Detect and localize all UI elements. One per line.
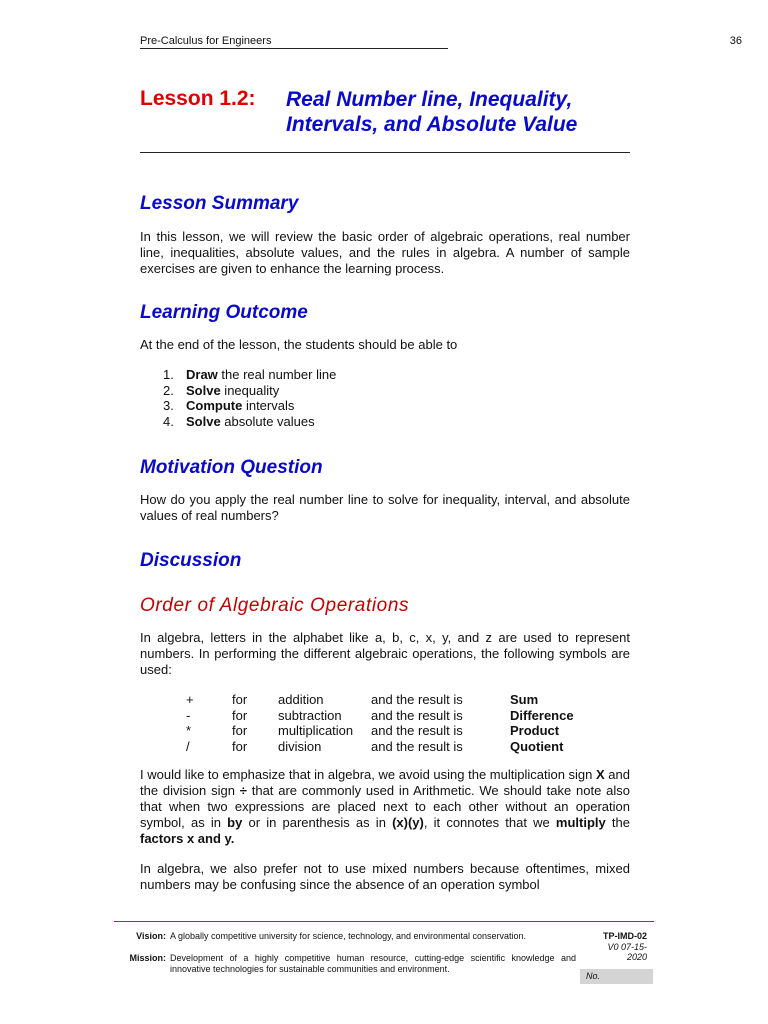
- lesson-title-line-1: Real Number line, Inequality,: [286, 88, 573, 111]
- operation-name: multiplication: [278, 723, 354, 738]
- lesson-title-line-2: Intervals, and Absolute Value: [286, 113, 578, 136]
- operation-for: for: [232, 723, 248, 738]
- bold-term: by: [227, 815, 243, 830]
- discussion-heading: Discussion: [140, 550, 242, 571]
- bold-term: factors x and y.: [140, 831, 235, 846]
- text-run: and the division sign: [140, 767, 630, 798]
- order-of-operations-heading: Order of Algebraic Operations: [140, 595, 410, 616]
- list-item: [163, 367, 336, 383]
- operation-symbol: *: [186, 723, 192, 738]
- list-item: [163, 414, 336, 430]
- mixed-numbers-paragraph: In algebra, we also prefer not to use mixed numbers because oftentimes, mixed numbers may be confusing since the absence of an operation symbol: [140, 861, 630, 892]
- operation-phrase: and the result is: [371, 723, 463, 738]
- summary-text: In this lesson, we will review the basic order of algebraic operations, real number line, inequalities, absolute values, and the rules in algebra. A number of sample exercises are given to enhance the learning process.: [140, 229, 630, 276]
- document-code: TP-IMD-02: [602, 931, 647, 941]
- operation-name: division: [278, 738, 322, 754]
- discussion-intro: In algebra, letters in the alphabet like a, b, c, x, y, and z are used to represent numbers. In performing the different algebraic operations, the following symbols are used:: [140, 630, 630, 677]
- summary-heading: Lesson Summary: [140, 193, 299, 214]
- list-item-verb: Compute: [186, 398, 243, 413]
- title-divider: [140, 152, 630, 153]
- list-item-verb: Draw: [186, 367, 218, 382]
- number-box-label: No.: [586, 971, 601, 981]
- outcome-list: [163, 367, 336, 429]
- multiplication-sign: X: [596, 767, 605, 782]
- motivation-text: How do you apply the real number line to solve for inequality, interval, and absolute values of real numbers?: [140, 492, 630, 523]
- list-item-verb: Solve: [186, 382, 221, 398]
- list-item: [163, 398, 336, 414]
- list-item-text: absolute values: [220, 413, 315, 429]
- bold-term: multiply: [555, 815, 606, 830]
- lesson-number: Lesson 1.2:: [140, 87, 256, 110]
- operation-symbol: -: [186, 707, 191, 723]
- number-box: [580, 969, 653, 984]
- operation-result: Sum: [510, 692, 539, 707]
- document-version: [580, 942, 647, 962]
- list-item-number: 2.: [163, 382, 174, 398]
- operation-phrase: and the result is: [371, 692, 463, 707]
- mission-label: Mission:: [129, 953, 166, 963]
- page-number: 36: [729, 35, 742, 47]
- list-item-number: 1.: [163, 367, 174, 382]
- operation-for: for: [232, 692, 248, 707]
- text-run: the: [605, 815, 630, 830]
- outcome-heading: Learning Outcome: [140, 302, 308, 323]
- list-item: [163, 383, 336, 399]
- outcome-intro: At the end of the lesson, the students should be able to: [140, 337, 458, 352]
- operation-for: for: [232, 707, 248, 723]
- list-item-text: inequality: [220, 382, 280, 398]
- operation-symbol: +: [186, 692, 194, 707]
- operation-result: Product: [510, 723, 560, 738]
- motivation-heading: Motivation Question: [140, 457, 323, 478]
- text-run: , it connotes that we: [423, 815, 556, 830]
- operation-name: addition: [278, 692, 324, 707]
- header-underline: [140, 48, 448, 49]
- division-sign: ÷: [239, 783, 247, 798]
- text-run: I would like to emphasize that in algebra, we avoid using the multiplication sign: [140, 767, 597, 782]
- version-line-2: 2020: [626, 952, 647, 962]
- footer-divider: [114, 921, 654, 922]
- header-course-title: Pre-Calculus for Engineers: [140, 35, 272, 47]
- operation-result: Quotient: [510, 738, 564, 754]
- vision-text: A globally competitive university for science, technology, and environmental conservation.: [170, 931, 527, 941]
- mission-text: Development of a highly competitive human resource, cutting-edge scientific knowledge and innovative technologies for sustainable communities and environment.: [170, 953, 576, 974]
- operation-for: for: [232, 738, 248, 754]
- operation-result: Difference: [510, 707, 574, 723]
- operation-phrase: and the result is: [371, 738, 463, 754]
- vision-label: Vision:: [136, 931, 166, 941]
- operation-phrase: and the result is: [371, 707, 463, 723]
- list-item-text: the real number line: [217, 367, 337, 382]
- emphasis-paragraph: [140, 767, 630, 847]
- list-item-number: 3.: [163, 398, 174, 413]
- text-run: that are commonly used in Arithmetic. We should take note also that when two expressions are placed next to each other without an operation symbol, as in: [140, 783, 630, 830]
- operation-symbol: /: [186, 738, 190, 754]
- lesson-title: [286, 87, 630, 137]
- operation-name: subtraction: [278, 707, 342, 723]
- version-line-1: V0 07-15-: [607, 942, 647, 952]
- bold-term: (x)(y): [392, 815, 424, 830]
- text-run: or in parenthesis as in: [242, 815, 393, 830]
- list-item-number: 4.: [163, 413, 174, 429]
- list-item-text: intervals: [242, 398, 295, 413]
- list-item-verb: Solve: [186, 413, 221, 429]
